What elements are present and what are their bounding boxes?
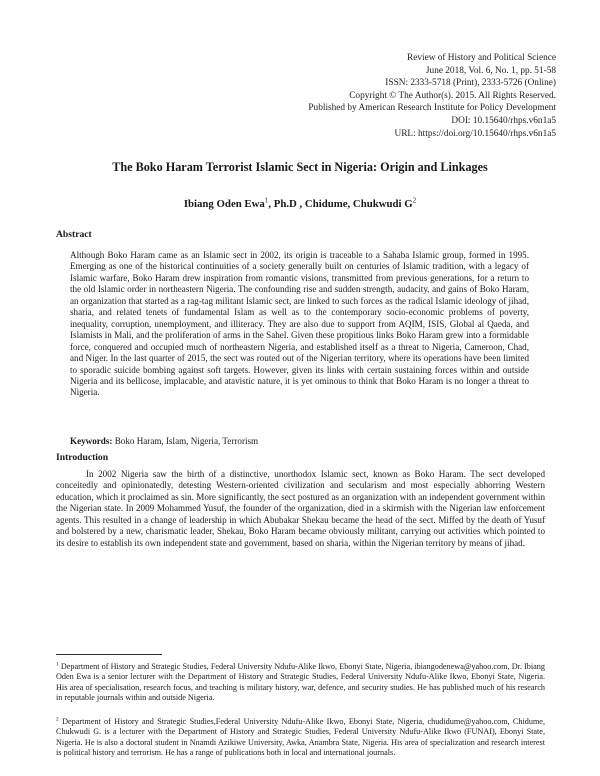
- author-2-footnote-mark[interactable]: 2: [412, 196, 417, 205]
- footnote-2-mark: 2: [56, 716, 59, 723]
- footnote-2: [56, 717, 545, 758]
- introduction-paragraph: In 2002 Nigeria saw the birth of a distinctive, unorthodox Islamic sect, known as Boko Haram. The sect developed conceitedly and opinionatedly, detesting Western-oriented civilization and secularism and most especially abhorring Western education, which it proclaimed as sin. More significantly, the sect postured as an organization with an independent government within the Nigerian state. In 2009 Mohammed Yusuf, the founder of the organization, died in a skirmish with the Nigerian law enforcement agents. This resulted in a change of leadership in which Abubakar Shekau became the head of the sect. Miffed by the death of Yusuf and bolstered by a new, charismatic leader, Shekau, Boko Haram became obviously militant, carrying out activities which pointed to its desire to establish its own independent state and government, based on sharia, within the Nigerian territory by means of jihad.: [56, 469, 545, 548]
- journal-name: Review of History and Political Science: [407, 53, 556, 63]
- footnote-1-mark: 1: [56, 661, 59, 668]
- paper-title: The Boko Haram Terrorist Islamic Sect in Nigeria: Origin and Linkages: [112, 160, 488, 174]
- journal-header: [308, 52, 556, 140]
- footnote-1: [56, 662, 545, 703]
- author-1-footnote-mark[interactable]: 1: [264, 196, 269, 205]
- copyright-line: Copyright © The Author(s). 2015. All Rights Reserved.: [349, 90, 556, 101]
- footnote-2-text: Department of History and Strategic Studies,Federal University Ndufu-Alike Ikwo, Ebonyi State, Nigeria, chudidume@yahoo.com, Chidume, Chukwudi G. is a lecturer with the Department of History and Strategic Studies, Federal University Ndufu-Alike Ikwo (FUNAI), Ebonyi State, Nigeria. He is also a doctoral student in Nnamdi Azikiwe University, Awka, Anambra State, Nigeria. His area of specialization and research interest is political history and terrorism. He has a range of publications both in local and international journals.: [56, 717, 545, 757]
- journal-issn: ISSN: 2333-5718 (Print), 2333-5726 (Online): [385, 78, 556, 89]
- keywords-text: Boko Haram, Islam, Nigeria, Terrorism: [112, 436, 259, 446]
- author-1-name: Ibiang Oden Ewa: [183, 198, 265, 210]
- abstract-heading: Abstract: [56, 229, 92, 240]
- url-link[interactable]: URL: https://doi.org/10.15640/rhps.v6n1a5: [394, 128, 556, 139]
- author-2-name: , Ph.D , Chidume, Chukwudi G: [268, 198, 413, 210]
- introduction-heading: Introduction: [56, 452, 109, 463]
- abstract-text: Although Boko Haram came as an Islamic sect in 2002, its origin is traceable to a Sahaba Islamic group, formed in 1995. Emerging as one of the historical continuities of a society generally built on centuries of Islamic tradition, with a legacy of Islamic warfare, Boko Haram drew inspiration from romantic visions, transmitted from previous generations, for a return to the old Islamic order in northeastern Nigeria. The confounding rise and sudden strength, audacity, and gains of Boko Haram, an organization that started as a rag-tag militant Islamic sect, are linked to such forces as the radical Islamic ideology of jihad, sharia, and related tenets of fundamental Islam as well as to the contemporary socio-economic problems of poverty, inequality, corruption, unemployment, and illiteracy. They are also due to support from AQIM, ISIS, Global al Qaeda, and Islamists in Mali, and the proliferation of arms in the Sahel. Given these propitious links Boko Haram grew into a formidable force, conquered and occupied much of northeastern Nigeria, and established itself as a threat to Nigeria, Cameroon, Chad, and Niger. In the last quarter of 2015, the sect was routed out of the Nigerian territory, where its operations have been limited to sporadic suicide bombing against soft targets. However, given its links with certain sustaining forces within and outside Nigeria and its bellicose, implacable, and atavistic nature, it is yet ominous to think that Boko Haram is no longer a threat to Nigeria.: [70, 250, 529, 398]
- keywords-label: Keywords:: [70, 436, 113, 446]
- author-line: [0, 198, 600, 210]
- doi-line: DOI: 10.15640/rhps.v6n1a5: [451, 115, 556, 126]
- keywords-line: [70, 436, 258, 446]
- footnote-1-text: Department of History and Strategic Studies, Federal University Ndufu-Alike Ikwo, Ebonyi State, Nigeria, ibiangodenewa@yahoo.com, Dr. Ibiang Oden Ewa is a senior lecturer with the Department of History and Strategic Studies, Federal University Ndufu-Alike Ikwo, Ebonyi State, Nigeria. His area of specialisation, research focus, and teaching is military history, war, defence, and security studies. He has published much of his research in reputable journals within and outside Nigeria.: [56, 662, 545, 702]
- footnote-separator: [56, 654, 162, 655]
- publisher-line: Published by American Research Institute for Policy Development: [308, 103, 556, 114]
- journal-issue: June 2018, Vol. 6, No. 1, pp. 51-58: [425, 65, 556, 76]
